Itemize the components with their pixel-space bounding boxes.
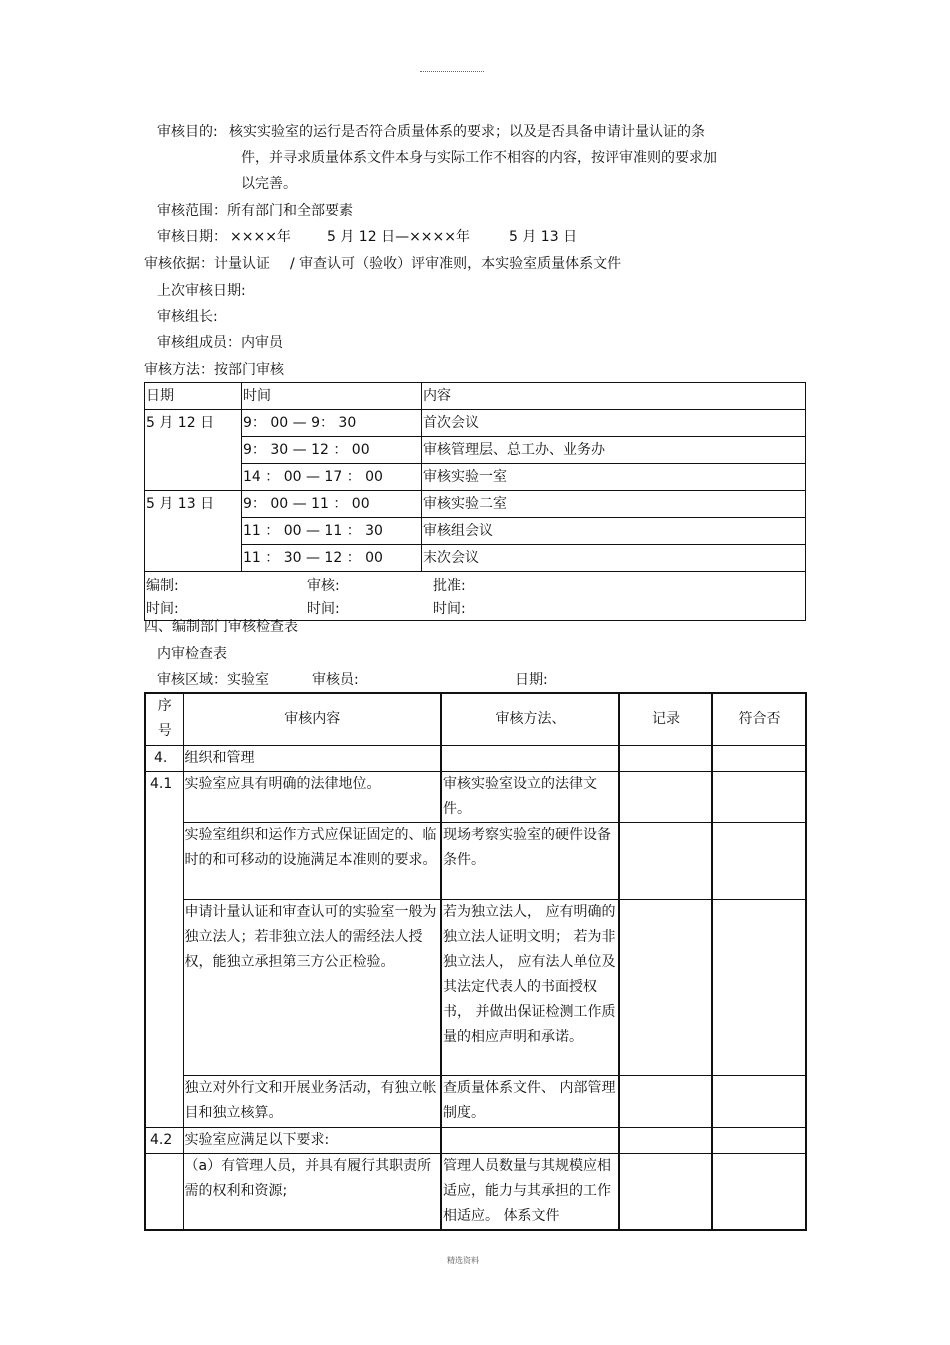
row-conform — [712, 745, 806, 771]
checklist-header-row — [145, 693, 806, 745]
row-content: 实验室应具有明确的法律地位。 — [183, 771, 441, 822]
signature-block — [145, 572, 806, 621]
audit-area: 审核区域：实验室 — [157, 672, 269, 688]
schedule-content: 末次会议 — [422, 545, 806, 572]
header-rule — [420, 71, 484, 72]
approve-label: 批准: — [433, 578, 466, 594]
schedule-row — [145, 491, 806, 518]
purpose-line-1: 核实实验室的运行是否符合质量体系的要求；以及是否具备申请计量认证的条 — [229, 124, 705, 140]
compile-label: 编制: — [146, 578, 179, 594]
audit-date-c: 5 月 13 日 — [509, 229, 578, 245]
checklist-table — [144, 692, 807, 1231]
audit-date-b: 5 月 12 日—××××年 — [327, 229, 470, 245]
row-record — [619, 1075, 712, 1127]
schedule-row — [145, 518, 806, 545]
row-conform — [712, 771, 806, 822]
row-record — [619, 771, 712, 822]
checklist-row — [145, 771, 806, 822]
row-content: （a）有管理人员，并具有履行其职责所需的权利和资源; — [183, 1153, 441, 1230]
section-title: 四、编制部门审核检查表 — [144, 619, 298, 635]
checklist-row — [145, 1127, 806, 1153]
purpose-line-3: 以完善。 — [241, 176, 297, 192]
row-record — [619, 822, 712, 899]
col-header-date: 日期 — [145, 383, 242, 410]
schedule-content: 审核管理层、总工办、业务办 — [422, 437, 806, 464]
last-audit-date: 上次审核日期: — [157, 283, 246, 299]
purpose-line-2: 件，并寻求质量体系文件本身与实际工作不相容的内容，按评审准则的要求加 — [241, 150, 717, 166]
row-method: 管理人员数量与其规模应相适应，能力与其承担的工作相适应。 体系文件 — [441, 1153, 619, 1230]
audit-date-label: 审核日期： — [157, 229, 227, 245]
col-header-content: 审核内容 — [183, 693, 441, 745]
row-content: 独立对外行文和开展业务活动，有独立帐目和独立核算。 — [183, 1075, 441, 1127]
signature-row — [145, 572, 806, 621]
schedule-time: 9： 30 — 12 ： 00 — [242, 437, 422, 464]
checklist-row — [145, 1153, 806, 1230]
row-content: 组织和管理 — [183, 745, 441, 771]
row-no — [145, 1153, 183, 1230]
row-conform — [712, 1153, 806, 1230]
schedule-content: 审核实验二室 — [422, 491, 806, 518]
checklist-subtitle: 内审检查表 — [157, 646, 227, 662]
row-conform — [712, 1075, 806, 1127]
row-content: 实验室组织和运作方式应保证固定的、临时的和可移动的设施满足本准则的要求。 — [183, 822, 441, 899]
checklist-row — [145, 822, 806, 899]
row-record — [619, 899, 712, 1075]
audit-basis-label: 审核依据：计量认证 — [144, 256, 270, 272]
audit-date-a: ××××年 — [230, 229, 291, 245]
col-header-no: 序 号 — [145, 693, 183, 745]
row-content: 实验室应满足以下要求: — [183, 1127, 441, 1153]
schedule-time: 14 ： 00 — 17 ： 00 — [242, 464, 422, 491]
schedule-content: 审核组会议 — [422, 518, 806, 545]
row-content: 申请计量认证和审查认可的实验室一般为独立法人；若非独立法人的需经法人授权，能独立承担第三方公正检验。 — [183, 899, 441, 1075]
row-method: 审核实验室设立的法律文件。 — [441, 771, 619, 822]
review-time-label: 时间: — [307, 601, 340, 617]
audit-leader: 审核组长: — [157, 309, 218, 325]
col-header-time: 时间 — [242, 383, 422, 410]
schedule-header-row — [145, 383, 806, 410]
schedule-time: 9： 00 — 9： 30 — [242, 410, 422, 437]
schedule-time: 9： 00 — 11 ： 00 — [242, 491, 422, 518]
page-footer: 精选资料 — [447, 1256, 479, 1265]
row-no: 4. — [145, 745, 183, 771]
checklist-row — [145, 899, 806, 1075]
audit-method: 审核方法：按部门审核 — [144, 362, 284, 378]
compile-time-label: 时间: — [146, 601, 179, 617]
schedule-row — [145, 545, 806, 572]
schedule-row — [145, 437, 806, 464]
row-no: 4.2 — [145, 1127, 183, 1153]
schedule-time: 11 ： 00 — 11 ： 30 — [242, 518, 422, 545]
col-header-method: 审核方法、 — [441, 693, 619, 745]
schedule-table — [144, 382, 806, 621]
row-method — [441, 1127, 619, 1153]
row-record — [619, 1127, 712, 1153]
purpose-label: 审核目的: — [157, 124, 218, 140]
checklist-row — [145, 1075, 806, 1127]
schedule-row — [145, 410, 806, 437]
row-record — [619, 745, 712, 771]
col-header-conform: 符合否 — [712, 693, 806, 745]
checklist-date-label: 日期: — [515, 672, 548, 688]
schedule-content: 首次会议 — [422, 410, 806, 437]
audit-members: 审核组成员：内审员 — [157, 335, 283, 351]
row-record — [619, 1153, 712, 1230]
audit-basis: / 审查认可（验收）评审准则，本实验室质量体系文件 — [290, 256, 622, 272]
row-method: 查质量体系文件、 内部管理制度。 — [441, 1075, 619, 1127]
col-header-record: 记录 — [619, 693, 712, 745]
auditor-label: 审核员: — [312, 672, 359, 688]
approve-time-label: 时间: — [433, 601, 466, 617]
schedule-day: 5 月 13 日 — [145, 491, 242, 572]
col-header-content: 内容 — [422, 383, 806, 410]
row-method: 现场考察实验室的硬件设备条件。 — [441, 822, 619, 899]
schedule-content: 审核实验一室 — [422, 464, 806, 491]
review-label: 审核: — [307, 578, 340, 594]
schedule-time: 11 ： 30 — 12 ： 00 — [242, 545, 422, 572]
row-method: 若为独立法人， 应有明确的独立法人证明文明； 若为非独立法人， 应有法人单位及其法定代表人的书面授权书， 并做出保证检测工作质量的相应声明和承诺。 — [441, 899, 619, 1075]
row-conform — [712, 1127, 806, 1153]
row-conform — [712, 822, 806, 899]
checklist-row — [145, 745, 806, 771]
row-method — [441, 745, 619, 771]
audit-scope: 审核范围：所有部门和全部要素 — [157, 203, 353, 219]
row-conform — [712, 899, 806, 1075]
schedule-day: 5 月 12 日 — [145, 410, 242, 491]
row-no: 4.1 — [145, 771, 183, 1127]
schedule-row — [145, 464, 806, 491]
